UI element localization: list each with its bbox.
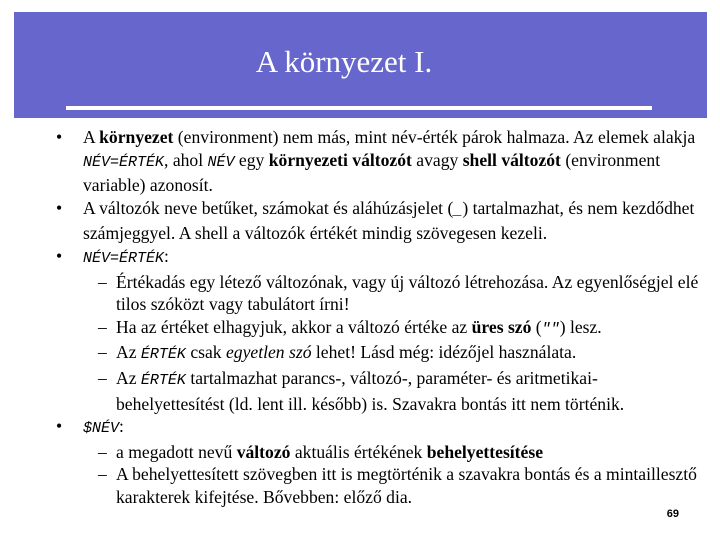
bullet-marker: •: [56, 127, 63, 147]
bullet-marker: •: [56, 245, 63, 266]
bullet-marker: •: [56, 416, 63, 437]
sub-item: – A behelyettesített szövegben itt is megtörténik a szavakra bontás és a mintaillesztő karakterek kifejtése. Bővebben: előző dia.: [98, 464, 697, 507]
sub-item: – Az ÉRTÉK tartalmazhat parancs-, változó-, paraméter- és aritmetikai-behelyettesítést (ld. lent ill. később) is. Szavakra bontás itt nem történik.: [98, 367, 625, 414]
bullet-item: • A változók neve betűket, számokat és aláhúzásjelet (_) tartalmazhat, és nem kezdődhet számjeggyel. A shell a változók értékét mindig szövegesen kezeli.: [56, 197, 695, 244]
sub-item: – Az ÉRTÉK csak egyetlen szó lehet! Lásd még: idézőjel használata.: [98, 342, 577, 364]
bullet-marker: •: [56, 197, 63, 218]
title-banner: [14, 12, 707, 118]
page-number: 69: [666, 508, 679, 520]
sub-item: – a megadott nevű változó aktuális értékének behelyettesítése: [98, 441, 544, 462]
sub-item: – Ha az értéket elhagyjuk, akkor a változó értéke az üres szó ("") lesz.: [98, 316, 602, 338]
slide-title: A környezet I.: [255, 44, 433, 79]
title-underline: [66, 106, 652, 110]
bullet-item: • NÉV=ÉRTÉK:: [56, 245, 169, 267]
dash-marker: –: [98, 342, 107, 363]
dash-marker: –: [98, 271, 107, 292]
dash-marker: –: [98, 464, 107, 485]
dash-marker: –: [98, 367, 107, 388]
bullet-item: • A környezet (environment) nem más, mint név-érték párok halmaza. Az elemek alakja NÉV=ÉRTÉK, ahol NÉV egy környezeti változót avagy shell változót (environment variable) azonosít.: [56, 127, 696, 196]
bullet-item: • $NÉV:: [56, 416, 124, 438]
slide-body: [0, 126, 720, 509]
sub-item: – Értékadás egy létező változónak, vagy új változó létrehozása. Az egyenlőségjel elé tilos szóközt vagy tabulátort írni!: [98, 271, 699, 315]
dash-marker: –: [98, 316, 107, 337]
dash-marker: –: [98, 441, 107, 462]
